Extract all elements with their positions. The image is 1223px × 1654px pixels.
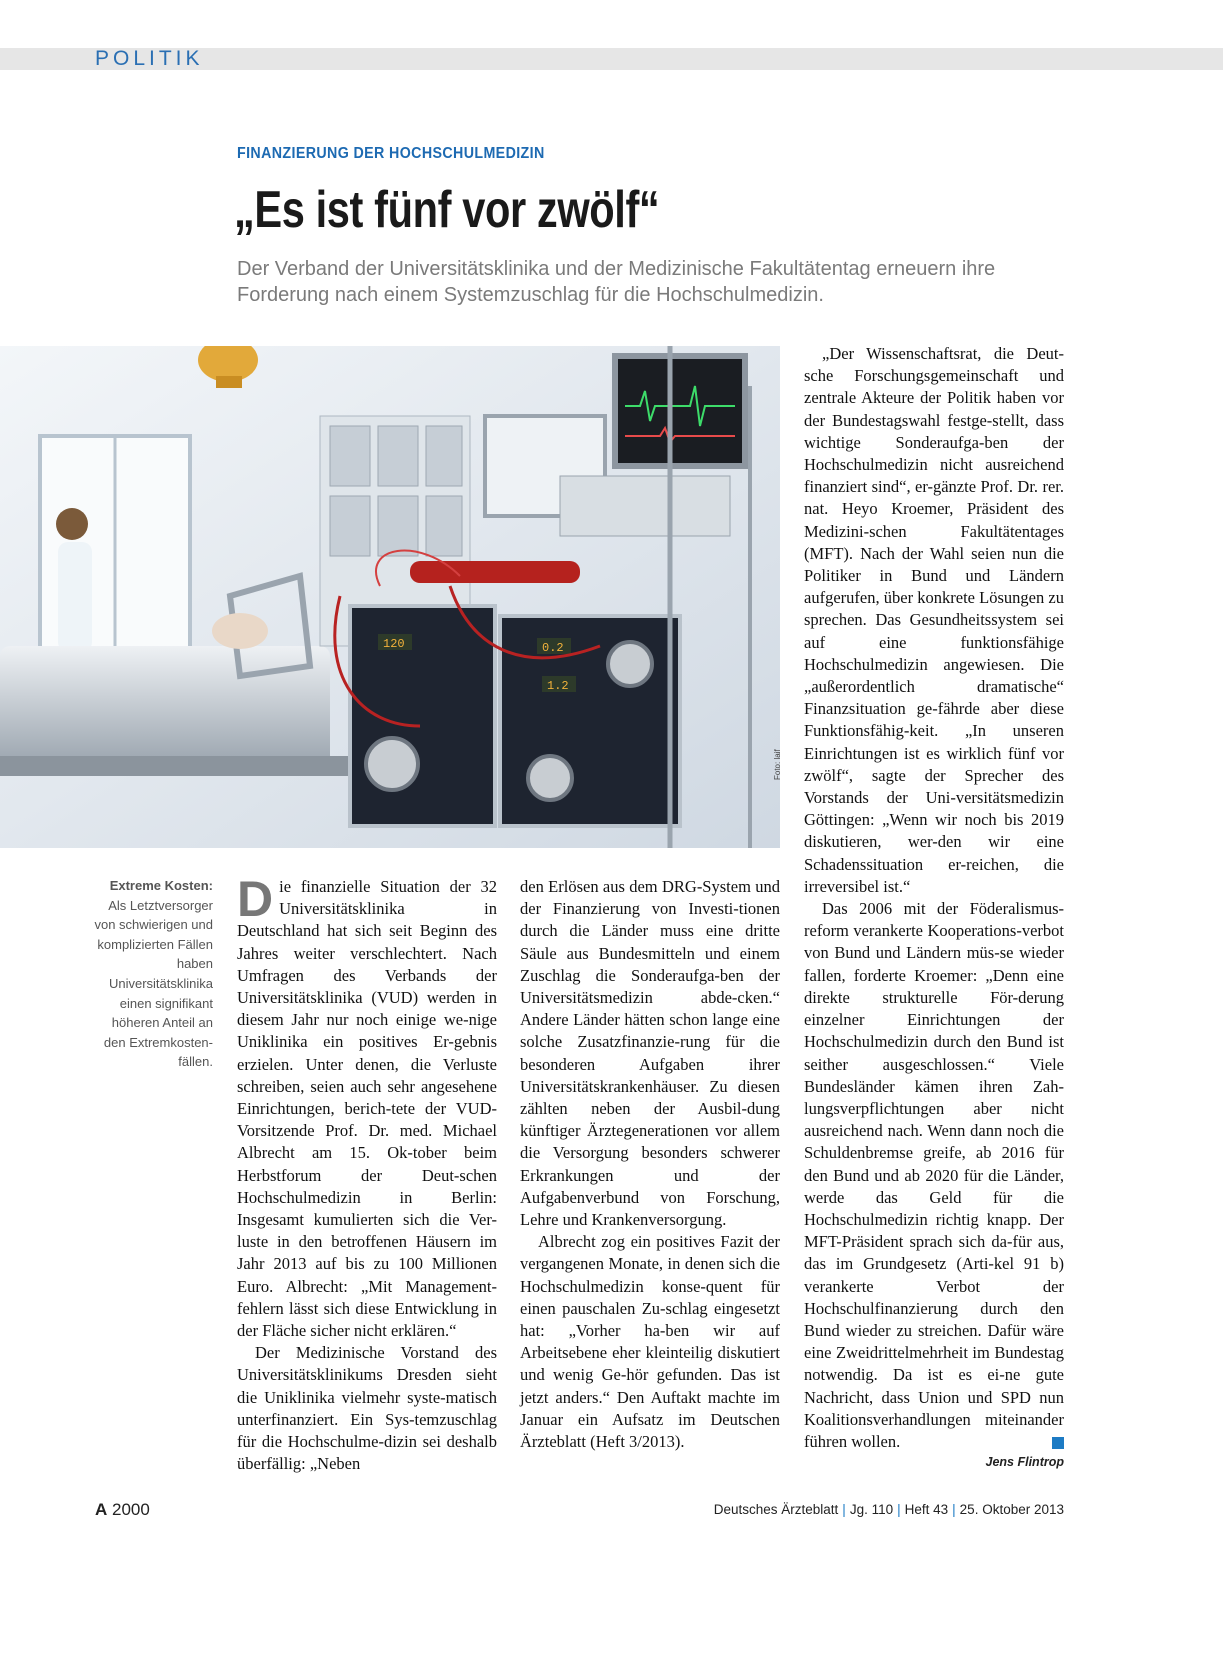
caption-title: Extreme Kosten: bbox=[109, 878, 213, 893]
section-label: POLITIK bbox=[95, 47, 204, 70]
footer-date: 25. Oktober 2013 bbox=[959, 1502, 1064, 1517]
monitor-readout: 120 bbox=[383, 637, 405, 651]
photo-caption bbox=[90, 876, 213, 1072]
article-subheadline: Der Verband der Universitätsklinika und der Medizinische Fakultätentag erneuern ihre Forderung nach einem Systemzuschlag für die Hochschulmedizin. bbox=[237, 258, 996, 306]
monitor-readout: 1.2 bbox=[547, 679, 569, 693]
page-prefix: A bbox=[95, 1500, 108, 1519]
article-column-2 bbox=[520, 876, 780, 1453]
photo-credit: Foto: laif bbox=[773, 749, 782, 780]
page-number-value: 2000 bbox=[112, 1500, 150, 1519]
end-mark-icon bbox=[1052, 1437, 1064, 1449]
icu-photo-illustration bbox=[0, 346, 780, 848]
footer-issue: Heft 43 bbox=[904, 1502, 949, 1517]
paragraph bbox=[804, 898, 1064, 1453]
page-number bbox=[95, 1500, 150, 1520]
article-column-3 bbox=[804, 343, 1064, 1453]
footer-separator: | bbox=[842, 1502, 846, 1517]
footer-separator: | bbox=[952, 1502, 956, 1517]
paragraph: den Erlösen aus dem DRG-System und der Finanzierung von Investi-tionen durch die Länder muss eine dritte Säule aus Bundesmitteln und einem Zuschlag die Sonderaufga-ben der Universitätsmedizin abde-cken.“ Andere Länder hätten schon lange eine solche Zusatzfinanzie-rung für die besonderen Aufgaben ihrer Universitätskrankenhäuser. Zu diesen zählten neben der Ausbil-dung künftiger Ärztegenerationen vor allem die Versorgung besonders schwerer Erkrankungen und der Aufgabenverbund von Forschung, Lehre und Krankenversorgung. bbox=[520, 877, 780, 1230]
footer-separator: | bbox=[897, 1502, 901, 1517]
caption-text: Als Letztversorger von schwierigen und komplizierten Fällen haben Universitätsklinika einen signifikant höheren Anteil an den Extremkosten-fällen. bbox=[94, 897, 213, 1070]
article-photo bbox=[0, 346, 780, 848]
paragraph bbox=[237, 871, 497, 1342]
footer-volume: Jg. 110 bbox=[849, 1502, 894, 1517]
article-kicker: FINANZIERUNG DER HOCHSCHULMEDIZIN bbox=[237, 145, 545, 162]
paragraph-text: Das 2006 mit der Föderalismus-reform verankerte Kooperations-verbot von Bund und Ländern müs-se wieder fallen, forderte Kroemer: „Denn eine direkte strukturelle För-derung einzelner Einrichtungen der Hochschulmedizin durch den Bund ist seither ausgeschlossen.“ Viele Bundesländer kämen ihren Zah-lungsverpflichtungen aber nicht ausreichend nach. Wenn dann noch die Schuldenbremse greife, ab 2016 für den Bund und ab 2020 für die Länder, werde das Geld für die Hochschulmedizin richtig knapp. Der MFT-Präsident sprach sich da-für aus, das im Grundgesetz (Arti-kel 91 b) verankerte Verbot der Hochschulfinanzierung durch den Bund wieder zu streichen. Dafür wäre eine Zweidrittelmehrheit im Bundestag notwendig. Da ist es ei-ne gute Nachricht, dass Union und SPD nun Koalitionsverhandlungen miteinander führen wollen. bbox=[804, 899, 1064, 1451]
article-column-1 bbox=[237, 871, 497, 1475]
page-footer bbox=[714, 1502, 1064, 1517]
article-headline: „Es ist fünf vor zwölf“ bbox=[234, 181, 660, 239]
drop-cap: D bbox=[237, 871, 274, 927]
monitor-readout: 0.2 bbox=[542, 641, 564, 655]
author-byline: Jens Flintrop bbox=[985, 1455, 1064, 1469]
paragraph: Der Medizinische Vorstand des Universitätsklinikums Dresden sieht die Uniklinika vielmehr syste-matisch unterfinanziert. Ein Sys-temzuschlag für die Hochschulme-dizin sei deshalb überfällig: „Neben bbox=[237, 1343, 497, 1474]
paragraph: „Der Wissenschaftsrat, die Deut-sche Forschungsgemeinschaft und zentrale Akteure der Politik haben vor der Bundestagswahl festge-stellt, dass wichtige Sonderaufga-ben der Hochschulmedizin nicht ausreichend finanziert sind“, er-gänzte Prof. Dr. rer. nat. Heyo Kroemer, Präsident des Medizini-schen Fakultätentages (MFT). Nach der Wahl seien nun die Politiker in Bund und Ländern aufgerufen, über konkrete Lösungen zu sprechen. Das Gesundheitssystem sei auf eine funktionsfähige Hochschulmedizin angewiesen. Die „außerordentlich dramatische“ Finanzsituation ge-fährde aber diese Funktionsfähig-keit. „In unseren Einrichtungen ist es wirklich fünf vor zwölf“, sagte der Sprecher des Vorstands der Uni-versitätsmedizin Göttingen: „Wenn wir noch bis 2019 diskutieren, wer-den wir eine Schadenssituation er-reichen, die irreversibel ist.“ bbox=[804, 344, 1064, 896]
paragraph-text: ie finanzielle Situation der 32 Universitätsklinika in Deutschland hat sich seit Beginn des Jahres weiter verschlechtert. Nach Umfragen des Verbands der Universitätsklinika (VUD) werden in diesem Jahr nur noch einige we-nige Uniklinika ein positives Er-gebnis erzielen. Unter denen, die Verluste schreiben, seien auch sehr angesehene Einrichtungen, berich-tete der VUD-Vorsitzende Prof. Dr. med. Michael Albrecht am 15. Ok-tober beim Herbstforum der Deut-schen Hochschulmedizin in Berlin: Insgesamt kumulierten sich die Ver-luste in den betroffenen Häusern im Jahr 2013 auf bis zu 100 Millionen Euro. Albrecht: „Mit Management-fehlern lässt sich diese Entwicklung in der Fläche sicher nicht erklären.“ bbox=[237, 877, 497, 1341]
paragraph: Albrecht zog ein positives Fazit der vergangenen Monate, in denen sich die Hochschulmedizin konse-quent für einen pauschalen Zu-schlag eingesetzt hat: „Vorher ha-ben wir auf Arbeitsebene eher kleinteilig diskutiert und wenig Ge-hör gefunden. Das ist jetzt anders.“ Den Auftakt machte im Januar ein Aufsatz im Deutschen Ärzteblatt (Heft 3/2013). bbox=[520, 1232, 780, 1452]
footer-publication: Deutsches Ärzteblatt bbox=[713, 1502, 839, 1517]
